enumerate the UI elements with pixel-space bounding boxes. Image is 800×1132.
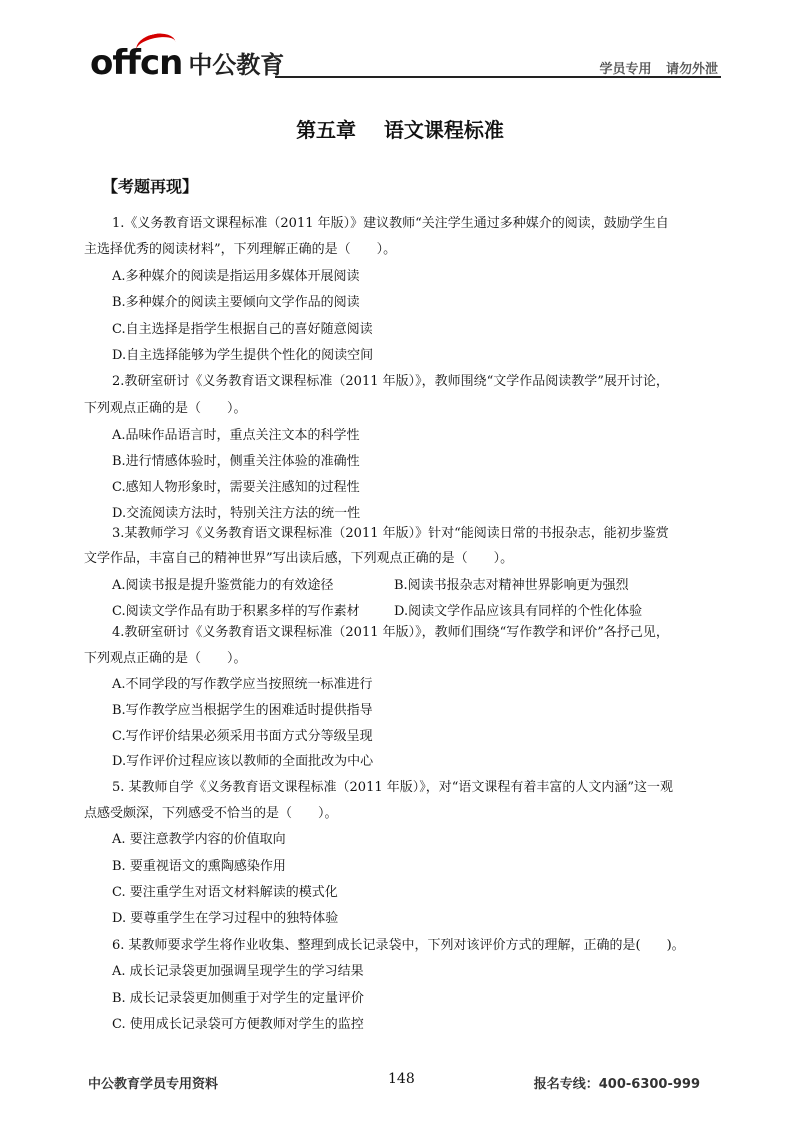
- question-5-option-c: C. 要注重学生对语文材料解读的模式化: [112, 885, 338, 900]
- question-6-option-c: C. 使用成长记录袋可方便教师对学生的监控: [112, 1017, 364, 1032]
- question-4-option-a: A.不同学段的写作教学应当按照统一标准进行: [112, 677, 373, 692]
- question-1-stem: 1.《义务教育语文课程标准（2011 年版）》建议教师“关注学生通过多种媒介的阅读，鼓励学生自: [112, 216, 669, 231]
- question-1-stem-cont: 主选择优秀的阅读材料”，下列理解正确的是（ ）。: [84, 242, 397, 257]
- question-2-option-a: A.品味作品语言时，重点关注文本的科学性: [112, 428, 360, 443]
- question-1-option-b: B.多种媒介的阅读主要倾向文学作品的阅读: [112, 295, 360, 310]
- question-5-stem-cont: 点感受颇深，下列感受不恰当的是（ ）。: [84, 806, 338, 821]
- question-4-option-d: D.写作评价过程应该以教师的全面批改为中心: [112, 754, 374, 769]
- question-6-option-a: A. 成长记录袋更加强调呈现学生的学习结果: [112, 964, 364, 979]
- question-6-option-b: B. 成长记录袋更加侧重于对学生的定量评价: [112, 991, 364, 1006]
- chapter-title: 第五章 语文课程标准: [296, 118, 504, 142]
- question-2-stem-cont: 下列观点正确的是（ ）。: [84, 401, 247, 416]
- question-4-option-b: B.写作教学应当根据学生的困难适时提供指导: [112, 703, 373, 718]
- question-5-option-d: D. 要尊重学生在学习过程中的独特体验: [112, 911, 339, 926]
- header-notice: 学员专用 请勿外泄: [599, 62, 718, 77]
- question-3-option-d: D.阅读文学作品应该具有同样的个性化体验: [394, 604, 643, 619]
- question-2-option-b: B.进行情感体验时，侧重关注体验的准确性: [112, 454, 360, 469]
- question-3-stem-cont: 文学作品，丰富自己的精神世界”写出读后感，下列观点正确的是（ ）。: [84, 551, 514, 566]
- offcn-logo: [90, 40, 285, 83]
- question-2-option-c: C.感知人物形象时，需要关注感知的过程性: [112, 480, 360, 495]
- question-1-option-d: D.自主选择能够为学生提供个性化的阅读空间: [112, 348, 374, 363]
- question-5-option-a: A. 要注意教学内容的价值取向: [112, 832, 286, 847]
- question-3-option-a: A.阅读书报是提升鉴赏能力的有效途径: [112, 578, 334, 593]
- question-1-option-c: C.自主选择是指学生根据自己的喜好随意阅读: [112, 322, 373, 337]
- question-2-option-d: D.交流阅读方法时，特别关注方法的统一性: [112, 506, 361, 521]
- question-3-option-b: B.阅读书报杂志对精神世界影响更为强烈: [394, 578, 629, 593]
- question-4-stem-cont: 下列观点正确的是（ ）。: [84, 651, 247, 666]
- question-4-stem: 4.教研室研讨《义务教育语文课程标准（2011 年版）》，教师们围绕“写作教学和评价”各抒己见，: [112, 625, 669, 640]
- question-3-stem: 3.某教师学习《义务教育语文课程标准（2011 年版）》针对“能阅读日常的书报杂志，能初步鉴赏: [112, 526, 669, 541]
- question-3-option-c: C.阅读文学作品有助于积累多样的写作素材: [112, 604, 360, 619]
- logo-chinese: 中公教育: [188, 51, 285, 79]
- question-6-stem: 6. 某教师要求学生将作业收集、整理到成长记录袋中，下列对该评价方式的理解，正确的是( )。: [112, 938, 685, 953]
- footer-label: 中公教育学员专用资料: [88, 1077, 219, 1092]
- question-5-stem: 5. 某教师自学《义务教育语文课程标准（2011 年版）》，对“语文课程有着丰富的人文内涵”这一观: [112, 780, 674, 795]
- question-5-option-b: B. 要重视语文的熏陶感染作用: [112, 859, 286, 874]
- page-number: 148: [388, 1071, 415, 1087]
- section-heading: 【考题再现】: [102, 177, 199, 196]
- footer-hotline: 报名专线：400-6300-999: [533, 1077, 700, 1092]
- question-2-stem: 2.教研室研讨《义务教育语文课程标准（2011 年版）》，教师围绕“文学作品阅读教学”展开讨论，: [112, 374, 669, 389]
- question-1-option-a: A.多种媒介的阅读是指运用多媒体开展阅读: [112, 269, 360, 284]
- logo-wordmark: offcn: [90, 43, 183, 83]
- question-4-option-c: C.写作评价结果必须采用书面方式分等级呈现: [112, 729, 373, 744]
